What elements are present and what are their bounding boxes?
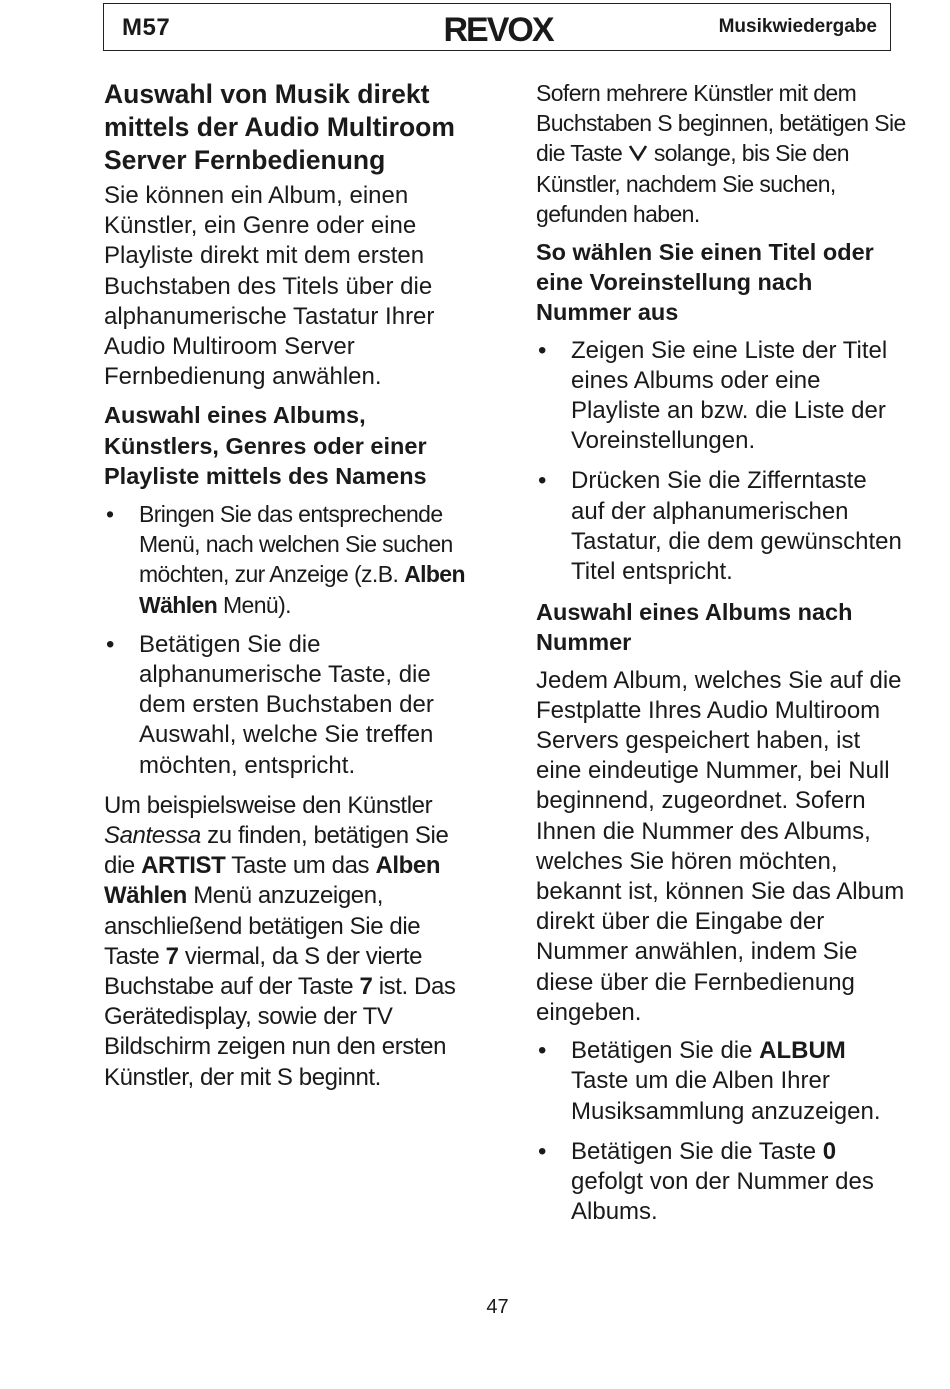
page-header	[103, 3, 891, 51]
main-heading: Auswahl von Musik direkt mittels der Audio Multiroom Server Fernbedienung	[104, 79, 455, 175]
example-paragraph: Um beispielsweise den Künstler Santessa zu finden, betätigen Sie die ARTIST Taste um das Alben Wählen Menü anzuzeigen, anschließend betätigen Sie die Taste 7 viermal, da S der vierte Buchstabe auf der Taste 7 ist. Das Gerätedisplay, sowie der TV Bildschirm zeigen nun den ersten Künstler, der mit S beginnt.	[104, 791, 456, 1091]
subheading-title-by-number: So wählen Sie einen Titel oder eine Voreinstellung nach Nummer aus	[536, 239, 874, 326]
artist-key: ARTIST	[141, 852, 226, 880]
right-column	[536, 78, 906, 1237]
list-item: • Zeigen Sie eine Liste der Titel eines Albums oder eine Playliste an bzw. die Liste der Voreinstellungen.	[536, 336, 906, 457]
list-item: • Bringen Sie das entsprechende Menü, nach welchen Sie suchen möchten, zur Anzeige (z.B. Alben Wählen Menü).	[104, 499, 474, 620]
revox-logo	[430, 12, 567, 44]
steps-list-by-name	[104, 499, 474, 781]
menu-name: Alben Wählen	[104, 852, 441, 910]
list-item: • Betätigen Sie die alphanumerische Taste, die dem ersten Buchstaben der Auswahl, welche Sie treffen möchten, entspricht.	[104, 630, 474, 781]
multiple-artists-paragraph: Sofern mehrere Künstler mit dem Buchstaben S beginnen, betätigen Sie die Taste solange, bis Sie den Künstler, nachdem Sie suchen, gefunden haben.	[536, 80, 906, 227]
svg-text:REVOX: REVOX	[443, 12, 553, 44]
model-label: M57	[122, 14, 171, 41]
album-number-paragraph: Jedem Album, welches Sie auf die Festplatte Ihres Audio Multiroom Servers gespeichert haben, ist eine eindeutige Nummer, bei Null beginnend, zugeordnet. Sofern Ihnen die Nummer des Albums, welches Sie hören möchten, bekannt ist, können Sie das Album direkt über die Eingabe der Nummer anwählen, indem Sie diese über die Fernbedienung eingeben.	[536, 666, 905, 1026]
list-item: • Betätigen Sie die Taste 0 gefolgt von der Nummer des Albums.	[536, 1137, 906, 1228]
subheading-by-name: Auswahl eines Albums, Künstlers, Genres oder einer Playliste mittels des Namens	[104, 402, 427, 489]
list-item: • Betätigen Sie die ALBUM Taste um die Alben Ihrer Musiksammlung anzuzeigen.	[536, 1036, 906, 1127]
chevron-down-icon	[628, 145, 648, 161]
page-number: 47	[486, 1296, 509, 1318]
left-column	[104, 78, 474, 1101]
subheading-album-by-number: Auswahl eines Albums nach Nummer	[536, 599, 853, 656]
steps-list-album-by-number	[536, 1036, 906, 1227]
section-title: Musikwiedergabe	[718, 16, 877, 37]
list-item: • Drücken Sie die Zifferntaste auf der alphanumerischen Tastatur, die dem gewünschten Titel entspricht.	[536, 466, 906, 587]
artist-name: Santessa	[104, 822, 201, 850]
steps-list-title-by-number	[536, 336, 906, 588]
intro-paragraph: Sie können ein Album, einen Künstler, ein Genre oder eine Playliste direkt mit dem ersten Buchstaben des Titels über die alphanumerische Tastatur Ihrer Audio Multiroom Server Fernbedienung anwählen.	[104, 182, 435, 391]
